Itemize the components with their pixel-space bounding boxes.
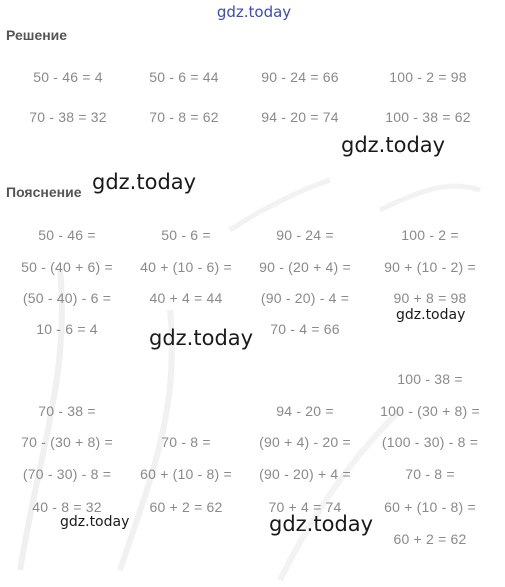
watermark-bottom-large: gdz.today — [269, 512, 374, 536]
solution-heading: Решение — [6, 27, 68, 43]
explanation-step: 70 + 4 = 74 — [268, 499, 342, 515]
explanation-step: 60 + 2 = 62 — [149, 499, 223, 515]
explanation-step: 40 - 8 = 32 — [32, 499, 102, 515]
watermark-middle: gdz.today — [149, 326, 254, 350]
solution-cell: 94 - 20 = 74 — [261, 109, 339, 125]
explanation-heading: Пояснение — [6, 184, 82, 200]
explanation-step: (50 - 40) - 6 = — [22, 290, 112, 306]
watermark-right-small: gdz.today — [396, 307, 466, 323]
solution-cell: 50 - 46 = 4 — [33, 69, 103, 85]
explanation-step: 90 - 24 = — [276, 227, 334, 243]
watermark-bottom-small: gdz.today — [60, 514, 130, 530]
explanation-step: 100 - 2 = — [401, 227, 459, 243]
explanation-step: (100 - 30) - 8 = — [381, 434, 479, 450]
explanation-step: (90 - 20) + 4 = — [259, 466, 351, 482]
explanation-step: 60 + (10 - 8) = — [140, 466, 232, 482]
solution-cell: 70 - 8 = 62 — [149, 109, 219, 125]
solution-cell: 90 - 24 = 66 — [261, 69, 339, 85]
explanation-step: 100 - (30 + 8) = — [380, 403, 480, 419]
explanation-step: 10 - 6 = 4 — [36, 321, 98, 337]
explanation-step: (90 + 4) - 20 = — [259, 434, 351, 450]
explanation-step: 50 - 46 = — [38, 227, 96, 243]
explanation-step: 50 - 6 = — [161, 227, 211, 243]
watermark-right-upper: gdz.today — [341, 133, 446, 157]
solution-cell: 100 - 38 = 62 — [385, 109, 471, 125]
explanation-step: 70 - 4 = 66 — [270, 321, 340, 337]
explanation-step: 60 + 2 = 62 — [393, 531, 467, 547]
explanation-step: 90 - (20 + 4) = — [259, 259, 351, 275]
explanation-step: 94 - 20 = — [276, 403, 334, 419]
solution-cell: 70 - 38 = 32 — [29, 109, 107, 125]
explanation-step: 90 + (10 - 2) = — [384, 259, 476, 275]
explanation-step: (90 - 20) - 4 = — [260, 290, 350, 306]
explanation-step: 70 - 8 = — [405, 466, 455, 482]
explanation-step: 40 + (10 - 6) = — [140, 259, 232, 275]
solution-cell: 100 - 2 = 98 — [389, 69, 467, 85]
explanation-step: 50 - (40 + 6) = — [21, 259, 113, 275]
explanation-step: 70 - 8 = — [161, 434, 211, 450]
solution-cell: 50 - 6 = 44 — [149, 69, 219, 85]
explanation-step: 70 - (30 + 8) = — [21, 434, 113, 450]
explanation-step: (70 - 30) - 8 = — [22, 466, 112, 482]
explanation-step: 70 - 38 = — [38, 403, 96, 419]
watermark-next-to-heading: gdz.today — [92, 170, 197, 194]
watermark-top: gdz.today — [216, 3, 292, 21]
explanation-step: 100 - 38 = — [397, 371, 463, 387]
explanation-step: 60 + (10 - 8) = — [384, 499, 476, 515]
explanation-step: 40 + 4 = 44 — [149, 290, 223, 306]
explanation-step: 90 + 8 = 98 — [393, 290, 467, 306]
